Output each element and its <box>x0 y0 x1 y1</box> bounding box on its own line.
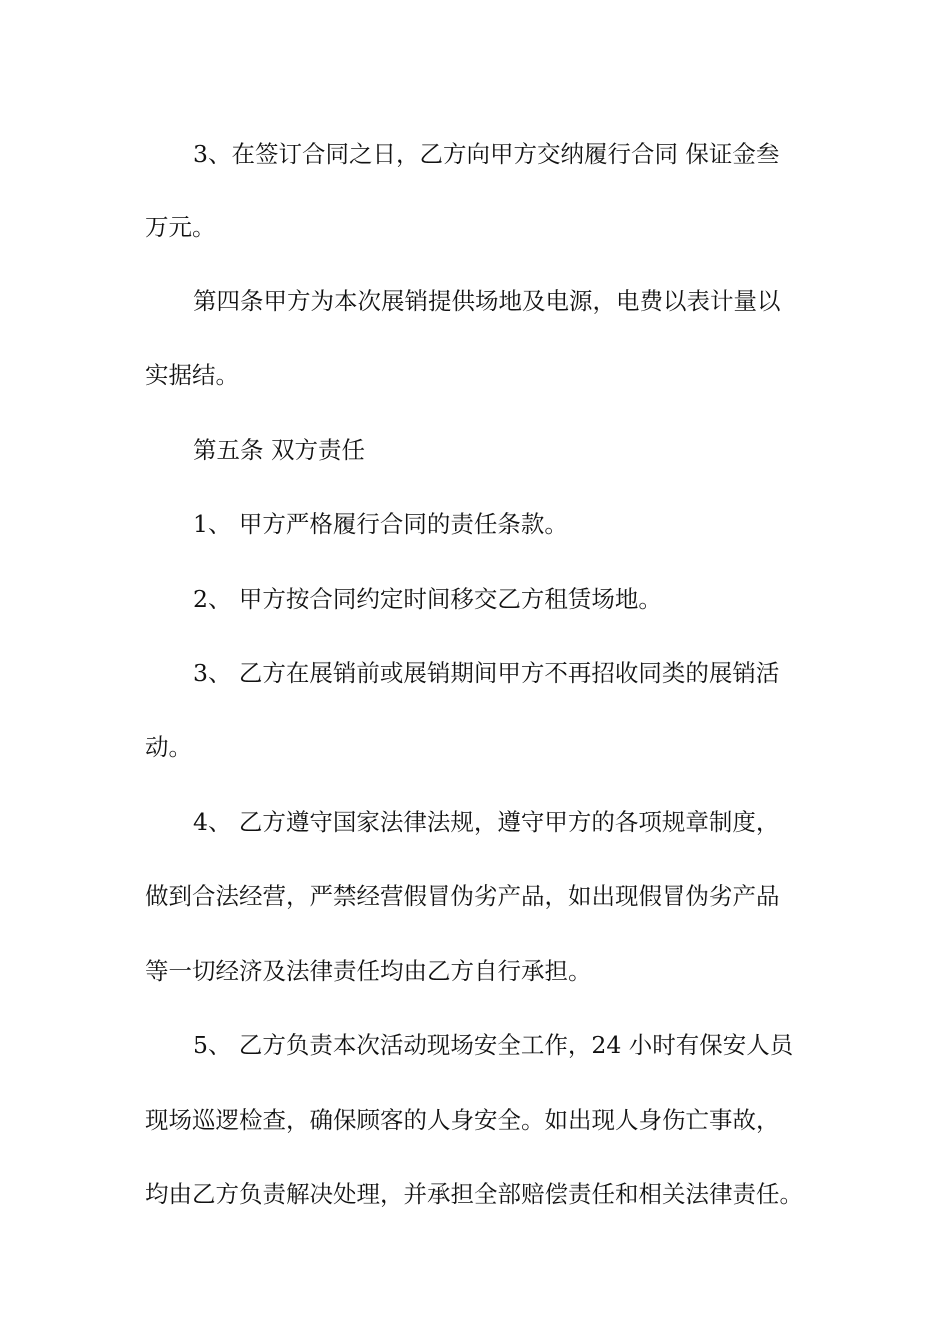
paragraph-line: 3、在签订合同之日，乙方向甲方交纳履行合同 保证金叁 <box>193 140 780 168</box>
paragraph-line: 第四条甲方为本次展销提供场地及电源，电费以表计量以 <box>193 287 781 315</box>
paragraph-line: 均由乙方负责解决处理，并承担全部赔偿责任和相关法律责任。 <box>145 1180 803 1208</box>
paragraph-line: 等一切经济及法律责任均由乙方自行承担。 <box>145 957 592 985</box>
paragraph-line: 现场巡逻检查，确保顾客的人身安全。如出现人身伤亡事故， <box>145 1106 780 1134</box>
paragraph-line: 动。 <box>145 733 192 761</box>
section-heading: 第五条 双方责任 <box>193 436 365 464</box>
paragraph-line: 实据结。 <box>145 361 239 389</box>
paragraph-line: 5、 乙方负责本次活动现场安全工作，24 小时有保安人员 <box>193 1031 794 1059</box>
paragraph-line: 2、 甲方按合同约定时间移交乙方租赁场地。 <box>193 585 662 613</box>
paragraph-line: 1、 甲方严格履行合同的责任条款。 <box>193 510 568 538</box>
paragraph-line: 做到合法经营，严禁经营假冒伪劣产品，如出现假冒伪劣产品 <box>145 882 780 910</box>
paragraph-line: 4、 乙方遵守国家法律法规，遵守甲方的各项规章制度， <box>193 808 780 836</box>
paragraph-line: 3、 乙方在展销前或展销期间甲方不再招收同类的展销活 <box>193 659 780 687</box>
paragraph-line: 万元。 <box>145 213 216 241</box>
